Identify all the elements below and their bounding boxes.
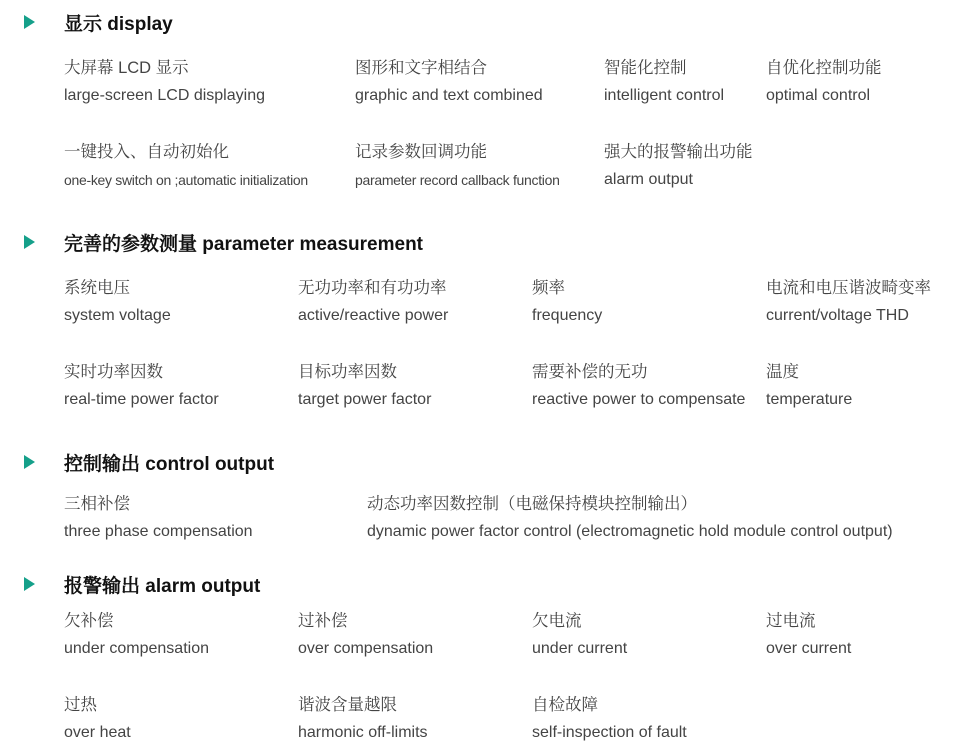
feature-label-en: frequency xyxy=(532,307,603,324)
feature-label-en: active/reactive power xyxy=(298,307,449,324)
feature-item xyxy=(604,142,753,190)
feature-item xyxy=(298,611,433,659)
feature-label-zh: 动态功率因数控制（电磁保持模块控制输出） xyxy=(367,495,697,513)
feature-label-en: graphic and text combined xyxy=(355,87,543,104)
feature-label-zh: 谐波含量越限 xyxy=(298,696,397,714)
feature-label-en: under current xyxy=(532,640,628,657)
feature-label-en: under compensation xyxy=(64,640,209,657)
feature-label-zh: 无功功率和有功功率 xyxy=(298,279,447,297)
feature-label-en: over current xyxy=(766,640,852,657)
feature-label-en: optimal control xyxy=(766,87,871,104)
feature-label-en: current/voltage THD xyxy=(766,307,909,324)
feature-item xyxy=(64,278,171,326)
feature-item xyxy=(64,362,219,410)
feature-item xyxy=(298,278,448,326)
feature-label-zh: 电流和电压谐波畸变率 xyxy=(766,279,931,297)
section-title-alarm: 报警输出 alarm output xyxy=(64,575,261,597)
feature-label-zh: 智能化控制 xyxy=(604,59,687,77)
feature-label-zh: 系统电压 xyxy=(64,279,130,297)
feature-item xyxy=(532,362,745,410)
feature-label-zh: 自检故障 xyxy=(532,696,598,714)
triangle-bullet-icon xyxy=(24,577,35,591)
feature-item xyxy=(766,362,852,410)
feature-label-en: temperature xyxy=(766,391,853,408)
section-header-measurement xyxy=(24,230,423,255)
feature-label-en: harmonic off-limits xyxy=(298,724,428,741)
triangle-bullet-icon xyxy=(24,15,35,29)
feature-label-en: target power factor xyxy=(298,391,432,408)
feature-item xyxy=(532,611,627,659)
feature-label-zh: 需要补偿的无功 xyxy=(532,363,648,381)
feature-label-en: parameter record callback function xyxy=(355,172,560,188)
feature-label-en: dynamic power factor control (electromagnetic hold module control output) xyxy=(367,523,893,540)
feature-label-en: one-key switch on ;automatic initialization xyxy=(64,172,308,188)
section-title-measurement: 完善的参数测量 parameter measurement xyxy=(64,233,423,255)
feature-label-zh: 三相补偿 xyxy=(64,495,130,513)
section-header-alarm xyxy=(24,572,261,597)
feature-item xyxy=(64,611,209,659)
feature-item xyxy=(64,494,253,542)
feature-label-zh: 欠补偿 xyxy=(64,612,114,630)
feature-label-en: real-time power factor xyxy=(64,391,219,408)
section-title-control: 控制输出 control output xyxy=(64,453,275,475)
feature-label-zh: 过热 xyxy=(64,696,97,714)
feature-label-en: intelligent control xyxy=(604,87,725,104)
feature-item xyxy=(298,695,428,743)
feature-label-zh: 大屏幕 LCD 显示 xyxy=(64,59,189,77)
feature-item xyxy=(766,611,851,659)
feature-label-zh: 记录参数回调功能 xyxy=(355,143,487,161)
feature-label-zh: 一键投入、自动初始化 xyxy=(64,143,229,161)
section-title-display: 显示 display xyxy=(64,13,173,35)
feature-label-en: three phase compensation xyxy=(64,523,253,540)
feature-label-en: system voltage xyxy=(64,307,171,324)
feature-label-zh: 过补偿 xyxy=(298,612,348,630)
feature-label-zh: 过电流 xyxy=(766,612,816,630)
feature-label-en: over heat xyxy=(64,724,131,741)
feature-label-zh: 强大的报警输出功能 xyxy=(604,143,753,161)
feature-item xyxy=(64,58,265,106)
feature-label-zh: 实时功率因数 xyxy=(64,363,163,381)
feature-label-zh: 自优化控制功能 xyxy=(766,59,882,77)
triangle-bullet-icon xyxy=(24,455,35,469)
feature-item xyxy=(355,142,560,190)
feature-label-zh: 图形和文字相结合 xyxy=(355,59,487,77)
feature-item xyxy=(355,58,543,106)
feature-item xyxy=(532,278,602,326)
feature-label-zh: 目标功率因数 xyxy=(298,363,397,381)
feature-label-en: large-screen LCD displaying xyxy=(64,87,265,104)
feature-item xyxy=(604,58,724,106)
section-header-display xyxy=(24,10,173,35)
triangle-bullet-icon xyxy=(24,235,35,249)
feature-item xyxy=(298,362,431,410)
feature-item xyxy=(532,695,687,743)
feature-item xyxy=(766,278,931,326)
feature-item xyxy=(367,494,893,542)
section-header-control xyxy=(24,450,275,475)
feature-label-en: over compensation xyxy=(298,640,434,657)
feature-item xyxy=(64,142,308,190)
feature-item xyxy=(766,58,882,106)
feature-label-zh: 温度 xyxy=(766,363,799,381)
feature-label-zh: 频率 xyxy=(532,279,565,297)
feature-label-zh: 欠电流 xyxy=(532,612,582,630)
feature-label-en: alarm output xyxy=(604,171,693,188)
feature-item xyxy=(64,695,131,743)
feature-label-en: reactive power to compensate xyxy=(532,391,746,408)
feature-label-en: self-inspection of fault xyxy=(532,724,687,741)
